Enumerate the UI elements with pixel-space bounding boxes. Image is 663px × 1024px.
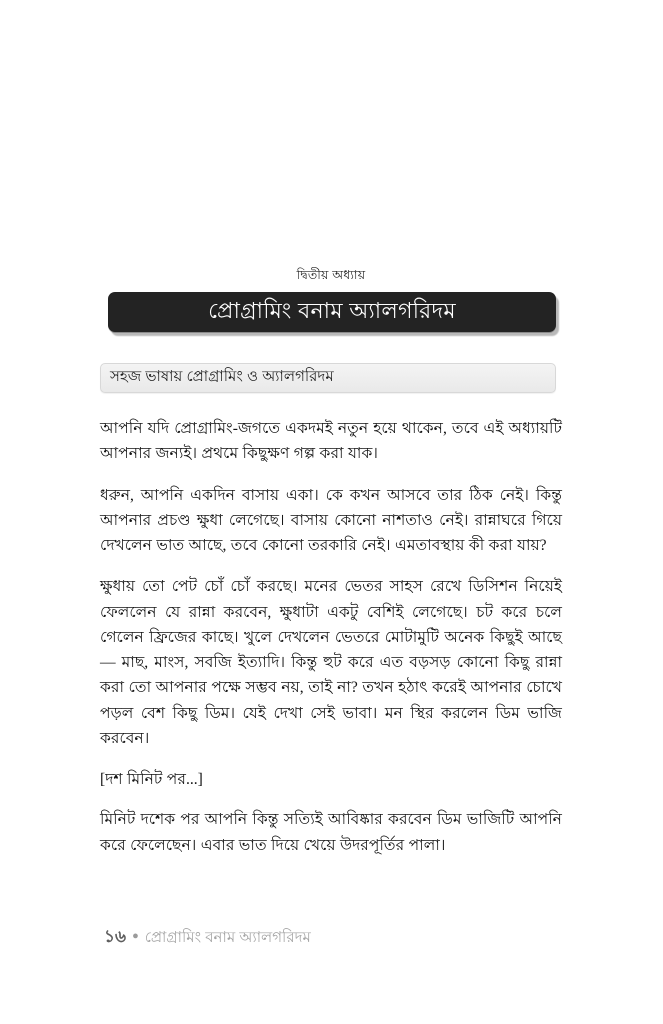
bullet-separator-icon: ● xyxy=(132,930,139,942)
body-paragraph-4: মিনিট দশেক পর আপনি কিন্তু সত্যিই আবিষ্কার করবেন ডিম ভাজিটি আপনি করে ফেলেছেন। এবার ভাত দিয়ে খেয়ে উদরপূর্তির পালা। xyxy=(100,811,562,854)
body-paragraph-3: ক্ষুধায় তো পেট চোঁ চোঁ করছে। মনের ভেতর সাহস রেখে ডিসিশন নিয়েই ফেললেন যে রান্না করবেন, ক্ষুধাটা একটু বেশিই লেগেছে। চট করে চলে গেলেন ফ্রিজের কাছে। খুলে দেখলেন ভেতরে মোটামুটি অনেক কিছুই আছে— মাছ, মাংস, সবজি ইত্যাদি। কিন্তু হুট করে এত বড়সড় কোনো কিছু রান্না করা তো আপনার পক্ষে সম্ভব নয়, তাই না? তখন হঠাৎ করেই আপনার চোখে পড়ল বেশ কিছু ডিম। যেই দেখা সেই ভাবা। মন স্থির করলেন ডিম ভাজি করবেন। xyxy=(100,578,562,747)
body-paragraph-1: আপনি যদি প্রোগ্রামিং-জগতে একদমই নতুন হয়ে থাকেন, তবে এই অধ্যায়টি আপনার জন্যই। প্রথমে কিছুক্ষণ গল্প করা যাক। xyxy=(100,420,562,463)
section-heading-box xyxy=(100,363,556,393)
section-heading: সহজ ভাষায় প্রোগ্রামিং ও অ্যালগরিদম xyxy=(110,368,334,385)
footer-chapter-title: প্রোগ্রামিং বনাম অ্যালগরিদম xyxy=(144,929,311,946)
chapter-title-banner xyxy=(100,292,562,332)
page-footer xyxy=(104,928,311,945)
page-content xyxy=(100,268,562,858)
chapter-title-bar xyxy=(108,292,556,332)
chapter-eyebrow: দ্বিতীয় অধ্যায় xyxy=(296,268,366,282)
body-paragraph-2: ধরুন, আপনি একদিন বাসায় একা। কে কখন আসবে তার ঠিক নেই। কিন্তু আপনার প্রচণ্ড ক্ষুধা লেগেছে। বাসায় কোনো নাশতাও নেই। রান্নাঘরে গিয়ে দেখলেন ভাত আছে, তবে কোনো তরকারি নেই। এমতাবস্থায় কী করা যায়? xyxy=(100,486,562,554)
footer-page-number: ১৬ xyxy=(104,927,127,946)
body-paragraph-aside: [দশ মিনিট পর...] xyxy=(100,771,203,788)
chapter-title: প্রোগ্রামিং বনাম অ্যালগরিদম xyxy=(208,297,456,323)
